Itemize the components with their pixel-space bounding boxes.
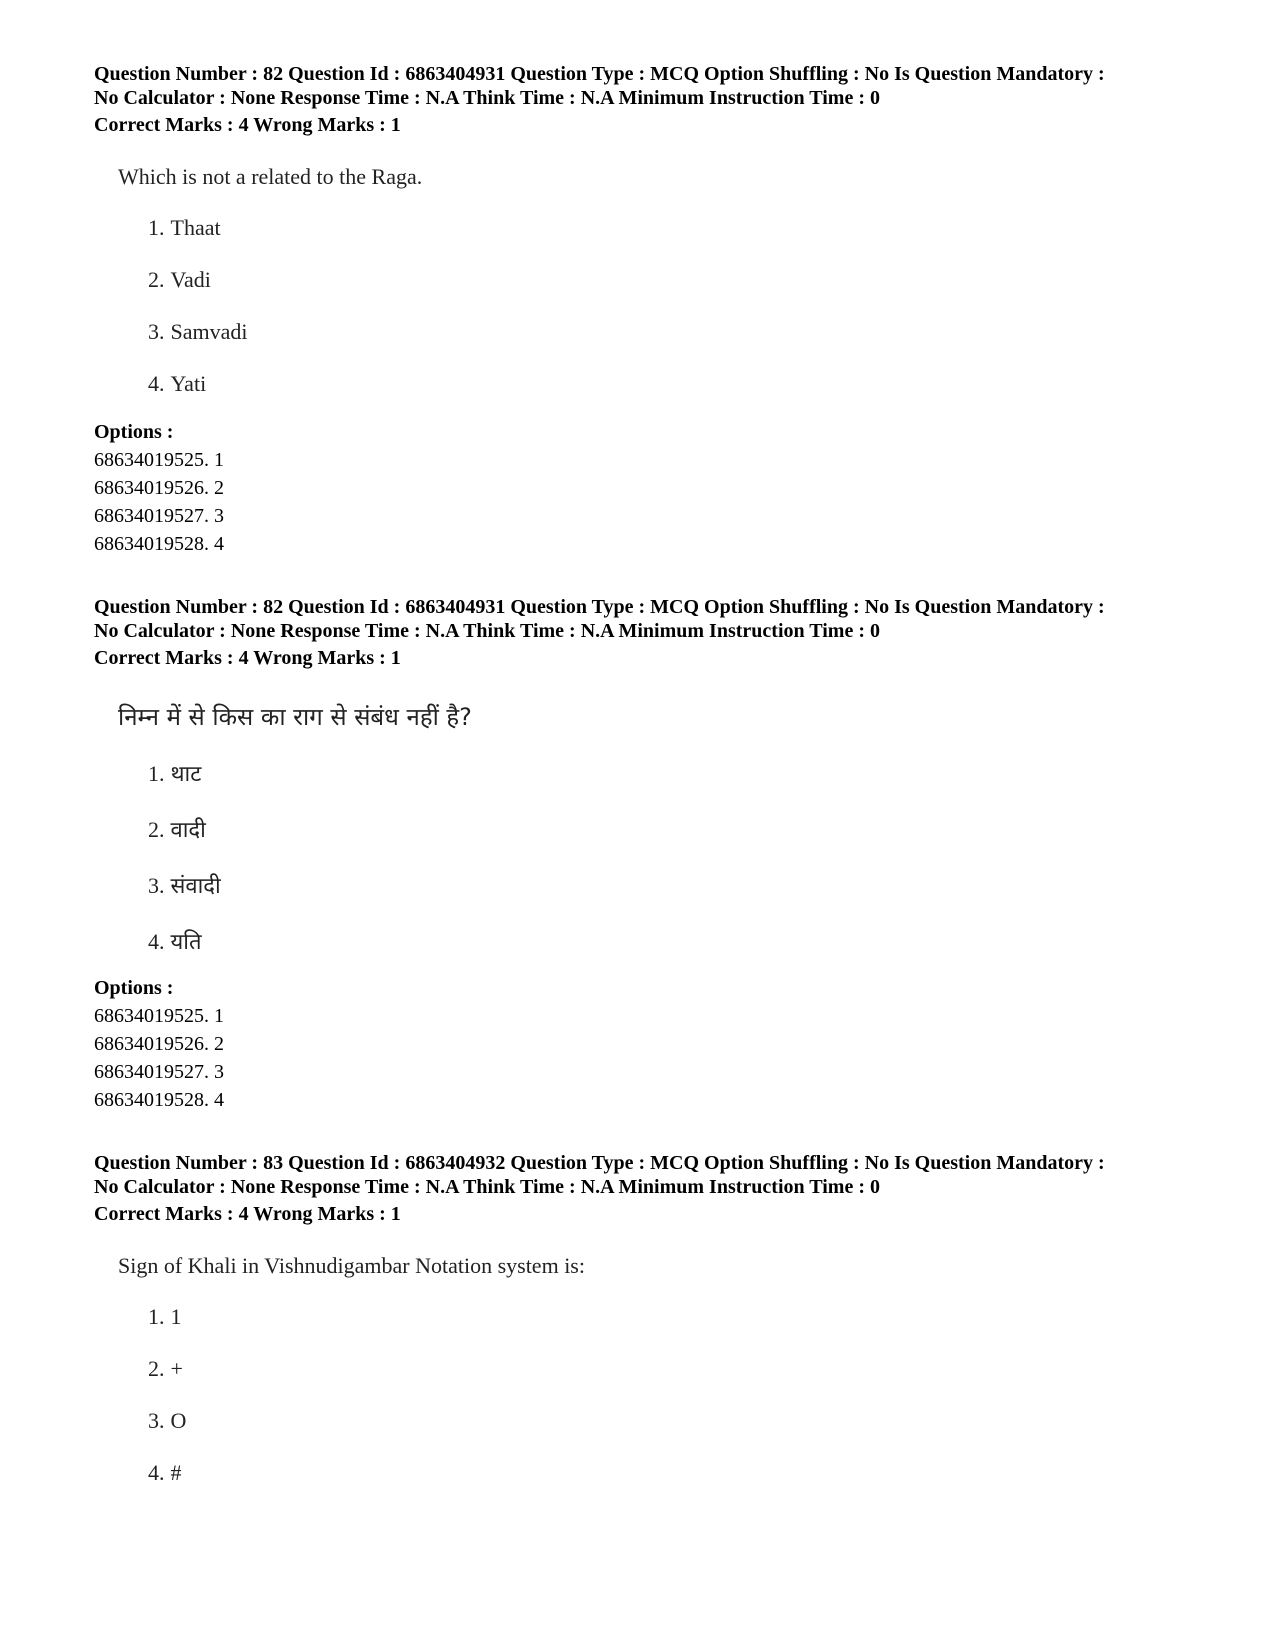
option-id: 68634019528. 4 bbox=[94, 533, 224, 555]
meta-line-2: No Calculator : None Response Time : N.A Think Time : N.A Minimum Instruction Time : 0 bbox=[94, 1176, 880, 1198]
question-meta bbox=[94, 595, 1244, 643]
choice-item: 1. 1 bbox=[148, 1304, 182, 1329]
question-text: Which is not a related to the Raga. bbox=[118, 164, 423, 189]
choice-item: 4. # bbox=[148, 1460, 182, 1485]
choice-item: 3. O bbox=[148, 1408, 187, 1433]
choice-item: 3. संवादी bbox=[148, 873, 221, 899]
options-label: Options : bbox=[94, 421, 174, 443]
option-id: 68634019527. 3 bbox=[94, 1061, 224, 1083]
choice-item: 4. Yati bbox=[148, 371, 207, 396]
option-id: 68634019525. 1 bbox=[94, 449, 224, 471]
choice-item: 2. + bbox=[148, 1356, 183, 1381]
choice-item: 4. यति bbox=[148, 929, 202, 955]
options-label: Options : bbox=[94, 977, 174, 999]
meta-line-1: Question Number : 83 Question Id : 6863404932 Question Type : MCQ Option Shuffling : No Is Question Mandatory : bbox=[94, 1152, 1105, 1174]
choice-item: 2. वादी bbox=[148, 817, 206, 843]
question-text: निम्न में से किस का राग से संबंध नहीं है? bbox=[118, 703, 472, 731]
question-meta bbox=[94, 1151, 1244, 1199]
option-id: 68634019526. 2 bbox=[94, 1033, 224, 1055]
option-id: 68634019528. 4 bbox=[94, 1089, 224, 1111]
question-meta bbox=[94, 62, 1244, 110]
marks-line: Correct Marks : 4 Wrong Marks : 1 bbox=[94, 647, 401, 669]
option-id: 68634019526. 2 bbox=[94, 477, 224, 499]
choice-item: 1. थाट bbox=[148, 761, 202, 787]
question-text: Sign of Khali in Vishnudigambar Notation system is: bbox=[118, 1253, 585, 1278]
meta-line-1: Question Number : 82 Question Id : 6863404931 Question Type : MCQ Option Shuffling : No Is Question Mandatory : bbox=[94, 63, 1105, 85]
option-id: 68634019527. 3 bbox=[94, 505, 224, 527]
choice-item: 2. Vadi bbox=[148, 267, 211, 292]
marks-line: Correct Marks : 4 Wrong Marks : 1 bbox=[94, 114, 401, 136]
choice-item: 3. Samvadi bbox=[148, 319, 248, 344]
choice-item: 1. Thaat bbox=[148, 215, 221, 240]
marks-line: Correct Marks : 4 Wrong Marks : 1 bbox=[94, 1203, 401, 1225]
meta-line-2: No Calculator : None Response Time : N.A Think Time : N.A Minimum Instruction Time : 0 bbox=[94, 87, 880, 109]
meta-line-1: Question Number : 82 Question Id : 6863404931 Question Type : MCQ Option Shuffling : No Is Question Mandatory : bbox=[94, 596, 1105, 618]
option-id: 68634019525. 1 bbox=[94, 1005, 224, 1027]
meta-line-2: No Calculator : None Response Time : N.A Think Time : N.A Minimum Instruction Time : 0 bbox=[94, 620, 880, 642]
